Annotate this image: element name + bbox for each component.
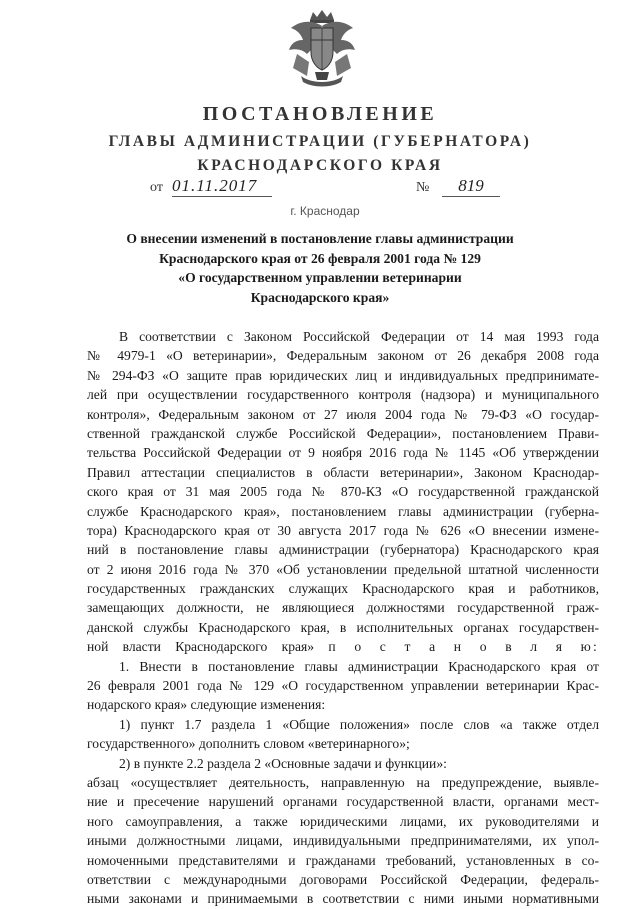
number-prefix: № xyxy=(416,180,430,195)
body-line: данской службы Краснодарского края, в исполнительных органах государствен- xyxy=(87,619,599,635)
body-line: ными законами и принимаемыми в соответствии с ними иными нормативными xyxy=(87,891,599,907)
body-line: государственных гражданских служащих Краснодарского края и работников, xyxy=(87,581,599,597)
title-line: «О государственном управлении ветеринарии xyxy=(178,270,462,285)
body-line-decree xyxy=(87,637,599,656)
issuer-heading: ГЛАВЫ АДМИНИСТРАЦИИ (ГУБЕРНАТОРА) xyxy=(108,133,532,150)
body-line: тора) Краснодарского края от 30 августа 2017 года № 626 «О внесении измене- xyxy=(87,522,599,538)
title-line: Краснодарского края от 26 февраля 2001 года № 129 xyxy=(159,250,481,266)
decree-word: п о с т а н о в л я ю: xyxy=(328,639,599,655)
date-prefix: от xyxy=(150,180,163,195)
body-line: ответствии с международными договорами Российской Федерации, федераль- xyxy=(87,871,599,887)
body-line: нодарского края» следующие изменения: xyxy=(87,697,326,713)
document-type-heading: ПОСТАНОВЛЕНИЕ xyxy=(202,103,438,125)
body-line: ний в постановление главы администрации (губернатора) Краснодарского края xyxy=(87,542,599,558)
region-heading: КРАСНОДАРСКОГО КРАЯ xyxy=(197,157,443,174)
body-line: от 2 июня 2016 года № 370 «Об установлении предельной штатной численности xyxy=(87,561,599,577)
body-line: иными должностными лицами, индивидуальными предпринимателями, их упол- xyxy=(87,833,599,849)
body-line: № 4979-1 «О ветеринарии», Федеральным законом от 26 декабря 2008 года xyxy=(87,348,599,364)
body-line: ского края от 31 мая 2005 года № 870-КЗ «О государственной гражданской xyxy=(87,484,599,500)
body-line: 1) пункт 1.7 раздела 1 «Общие положения» после слов «а также отдел xyxy=(119,716,599,732)
body-line: государственного» дополнить словом «ветеринарного»; xyxy=(87,736,410,752)
body-line: лей при осуществлении государственного контроля (надзора) и муниципального xyxy=(87,387,599,403)
document-date: 01.11.2017 xyxy=(172,176,272,197)
city-name: г. Краснодар xyxy=(290,204,360,218)
body-line: ного самоуправления, а также юридическими лицами, их руководителями и xyxy=(87,813,599,829)
body-line: № 294-ФЗ «О защите прав юридических лиц и индивидуальных предпринимате- xyxy=(87,367,599,383)
body-line: Правил аттестации специалистов в области ветеринарии», Законом Краснодар- xyxy=(87,464,599,480)
body-line: 26 февраля 2001 года № 129 «О государственном управлении ветеринарии Крас- xyxy=(87,678,599,694)
body-line: контроля», Федеральным законом от 27 июля 2004 года № 79-ФЗ «О государ- xyxy=(87,406,599,422)
title-line: О внесении изменений в постановление главы администрации xyxy=(126,231,514,246)
body-line: тельства Российской Федерации от 9 ноября 2016 года № 1145 «Об утверждении xyxy=(87,445,599,461)
document-number: 819 xyxy=(442,176,500,197)
title-line: Краснодарского края» xyxy=(250,289,390,305)
document-title xyxy=(80,229,560,307)
body-line: службе Краснодарского края», постановлением главы администрации (губерна- xyxy=(87,503,599,519)
document-body xyxy=(87,327,599,909)
body-line: ние и пресечение нарушений органами государственной власти, органами мест- xyxy=(87,794,599,810)
body-line: ственной гражданской службе Российской Федерации», постановлением Прави- xyxy=(87,425,599,441)
body-line: 2) в пункте 2.2 раздела 2 «Основные задачи и функции»: xyxy=(119,755,447,771)
body-line: замещающих должности, не являющиеся должностями государственной граж- xyxy=(87,600,599,616)
body-line: В соответствии с Законом Российской Федерации от 14 мая 1993 года xyxy=(119,329,599,344)
body-line: номоченными представителями и гражданами требований, установленных в со- xyxy=(87,852,599,868)
coat-of-arms-emblem xyxy=(283,6,361,90)
body-line: 1. Внести в постановление главы администрации Краснодарского края от xyxy=(119,658,599,674)
body-line-text: ной власти Краснодарского края» xyxy=(87,639,315,655)
body-line: абзац «осуществляет деятельность, направленную на предупреждение, выявле- xyxy=(87,774,599,790)
